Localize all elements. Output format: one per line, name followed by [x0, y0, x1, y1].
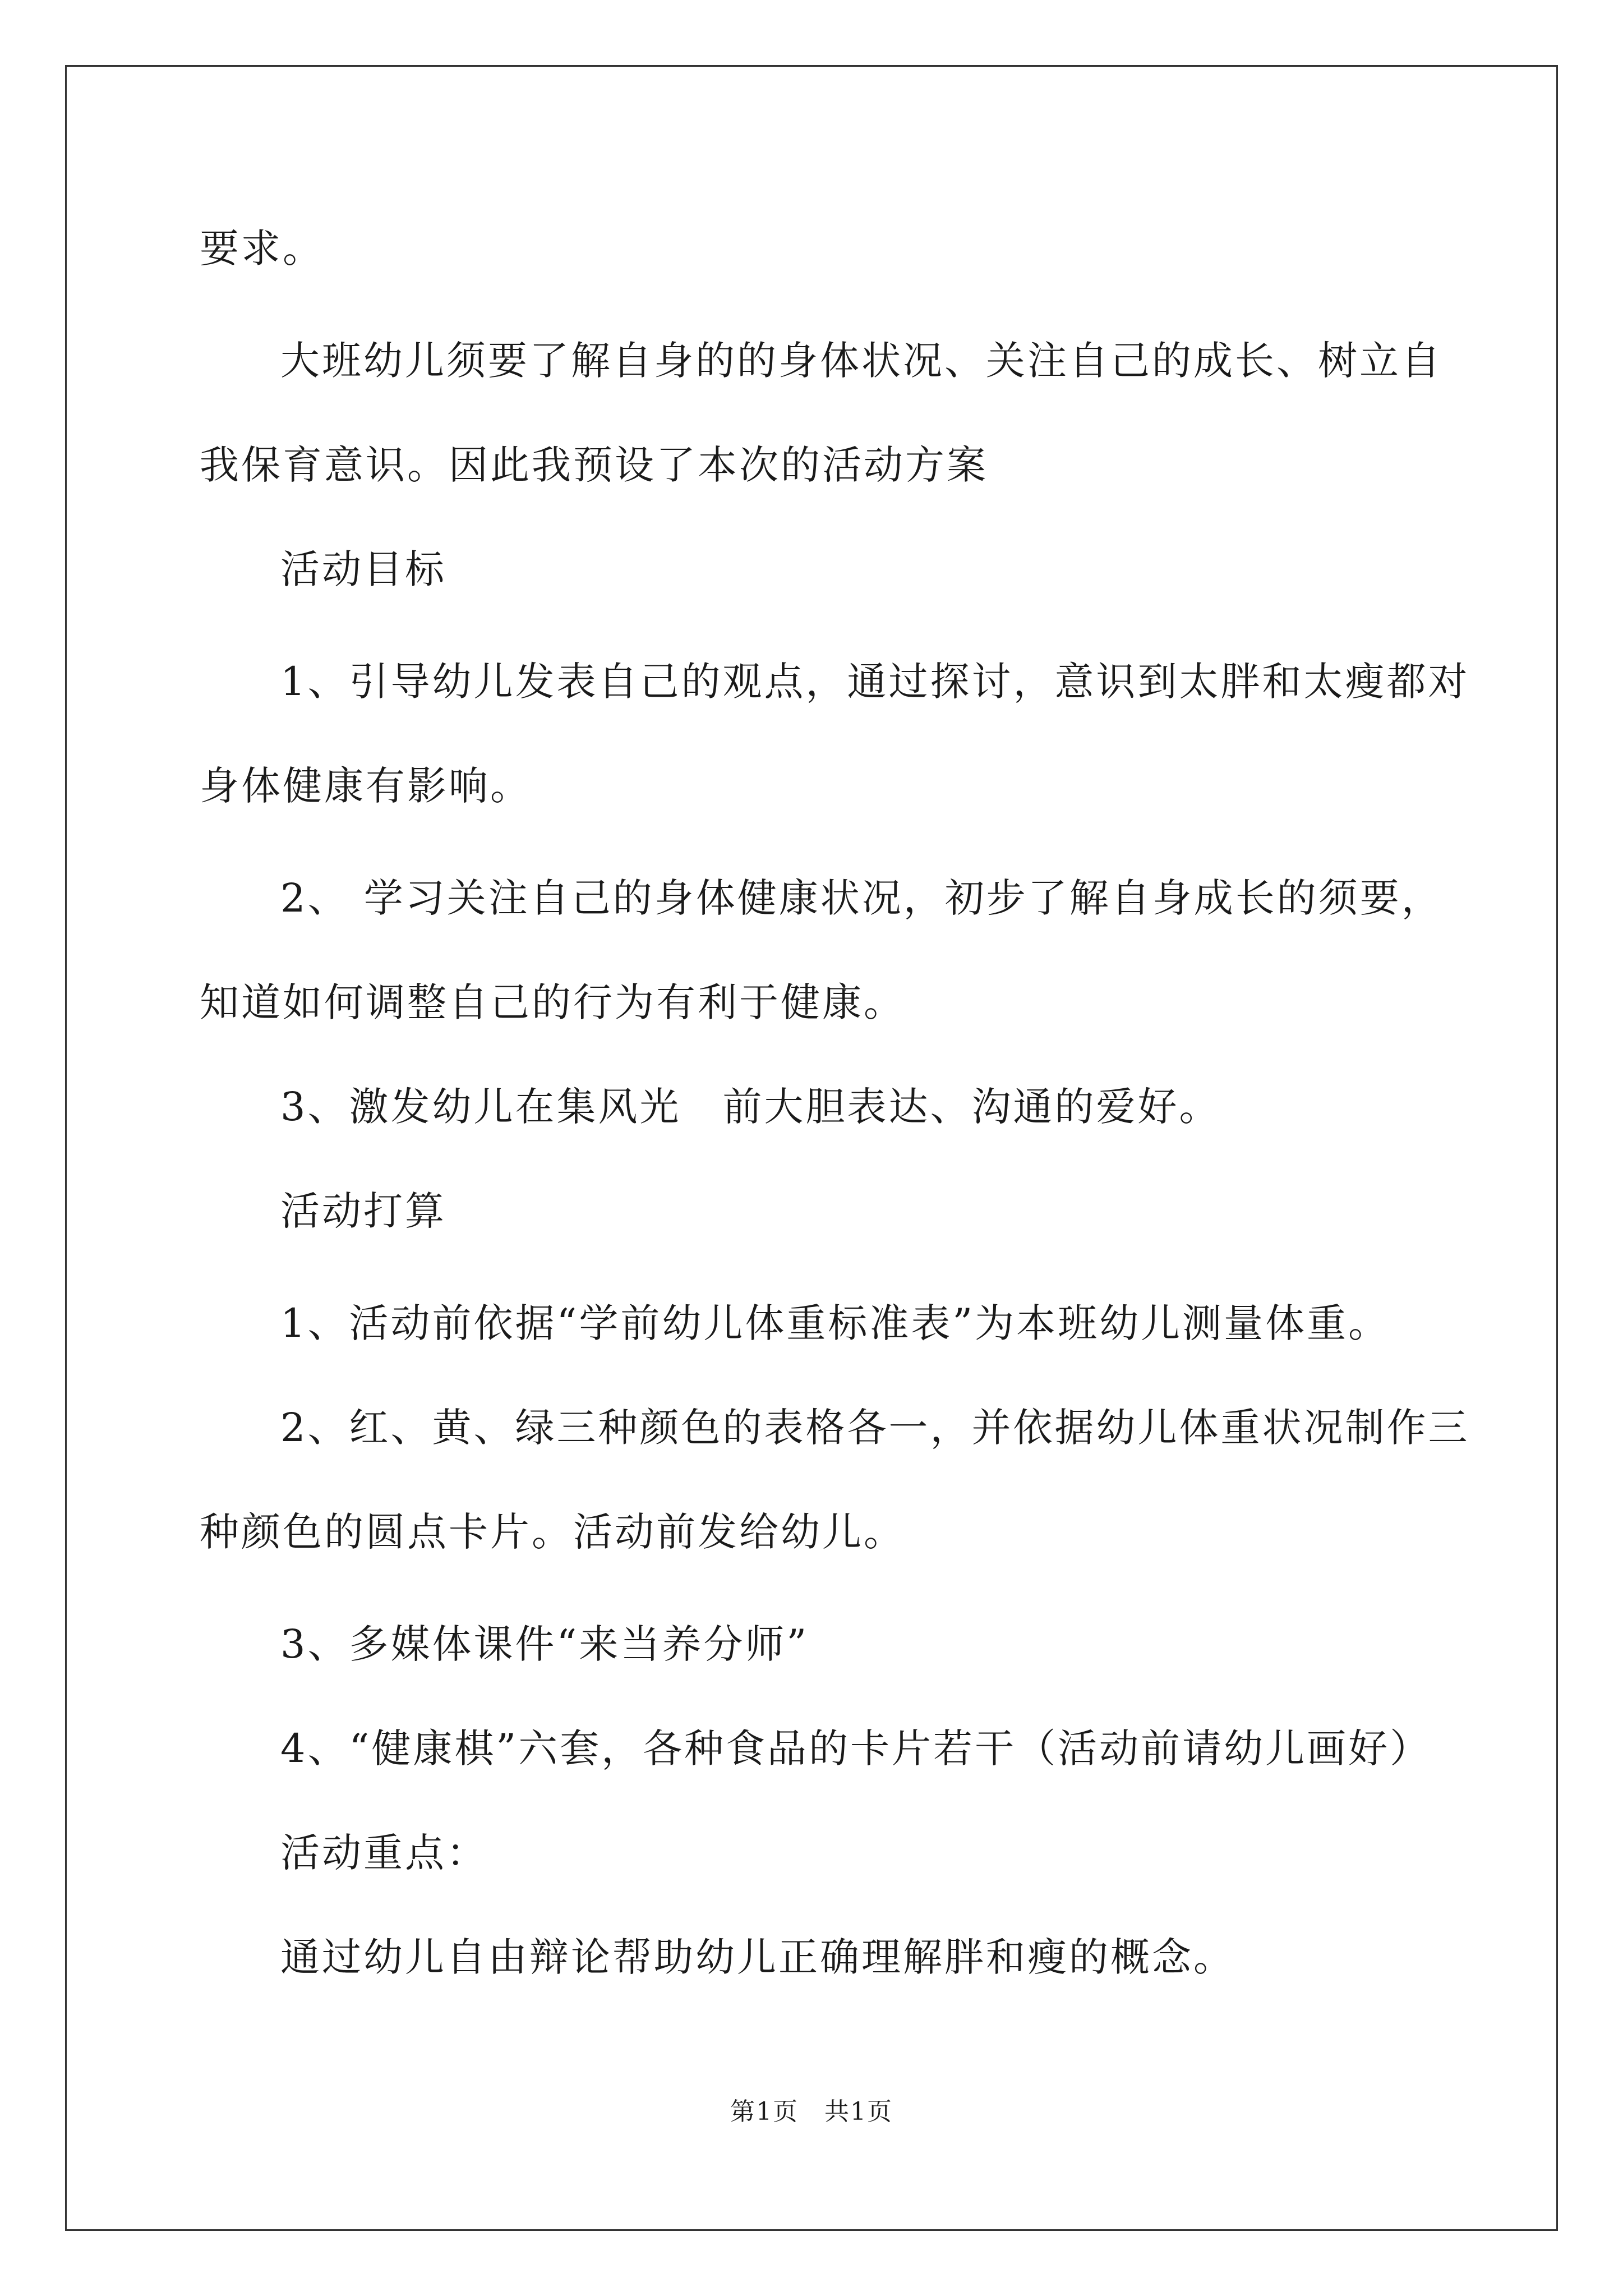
paragraph-line: 1、引导幼儿发表自己的观点，通过探讨，意识到太胖和太瘦都对	[280, 659, 1470, 705]
paragraph-line: 1、活动前依据“学前幼儿体重标准表”为本班幼儿测量体重。	[280, 1300, 1390, 1346]
paragraph-line: 身体健康有影响。	[200, 763, 532, 809]
section-heading: 活动打算	[280, 1188, 446, 1234]
paragraph-line: 2、红、黄、绿三种颜色的表格各一，并依据幼儿体重状况制作三	[280, 1405, 1470, 1451]
paragraph-line: 2、 学习关注自己的身体健康状况，初步了解自身成长的须要，	[280, 875, 1443, 921]
paragraph-line: 种颜色的圆点卡片。活动前发给幼儿。	[200, 1509, 905, 1555]
paragraph-line: 大班幼儿须要了解自身的的身体状况、关注自己的成长、树立自	[280, 338, 1442, 384]
page-border	[65, 65, 1558, 2231]
page-footer: 第1页 共1页	[730, 2097, 893, 2126]
section-heading: 活动目标	[280, 546, 446, 592]
paragraph-line: 我保育意识。因此我预设了本次的活动方案	[200, 442, 988, 488]
paragraph-line: 3、激发幼儿在集风光 前大胆表达、沟通的爱好。	[280, 1084, 1221, 1130]
section-heading: 活动重点：	[280, 1830, 488, 1876]
paragraph-line: 知道如何调整自己的行为有利于健康。	[200, 979, 905, 1025]
paragraph-line: 要求。	[200, 226, 324, 272]
paragraph-line: 3、多媒体课件“来当养分师”	[280, 1621, 809, 1667]
paragraph-line: 4、“健康棋”六套，各种食品的卡片若干（活动前请幼儿画好）	[280, 1726, 1432, 1772]
paragraph-line: 通过幼儿自由辩论帮助幼儿正确理解胖和瘦的概念。	[280, 1934, 1235, 1980]
